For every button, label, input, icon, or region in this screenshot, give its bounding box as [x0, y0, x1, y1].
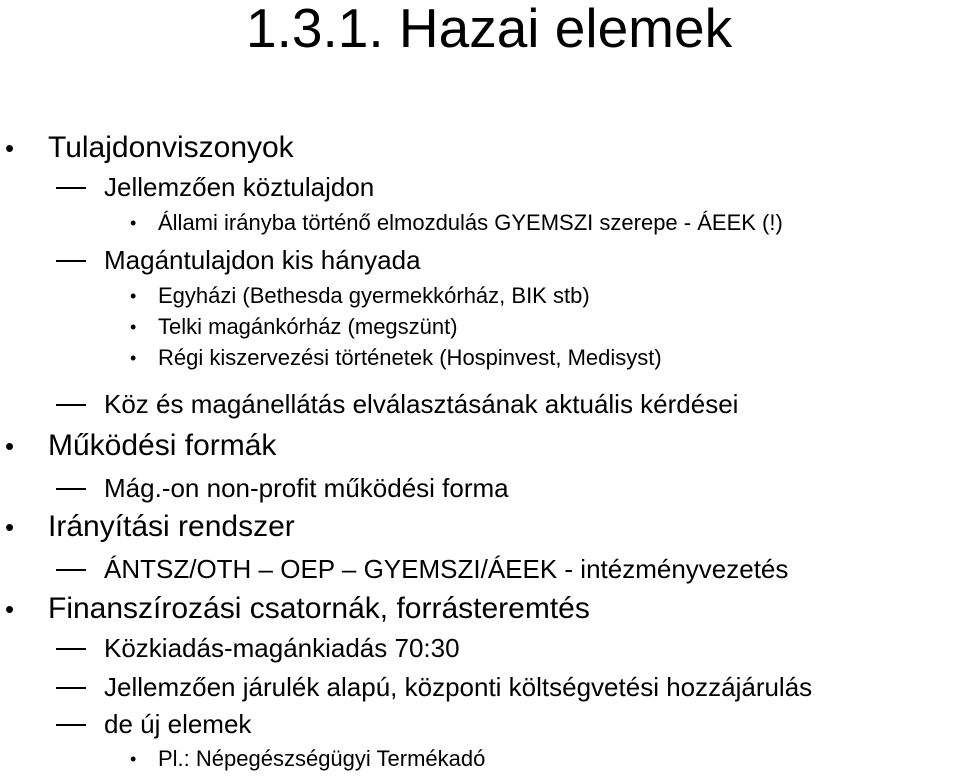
sub-sub-bullet-item [130, 746, 486, 772]
dash-icon [56, 187, 86, 189]
dash-icon [56, 648, 86, 650]
bullet-icon: • [130, 286, 137, 306]
sub-bullet-text: Jellemzően járulék alapú, központi költségvetési hozzájárulás [104, 672, 813, 702]
dash-icon [56, 569, 86, 571]
bullet-item [5, 429, 277, 462]
bullet-icon: • [5, 133, 15, 163]
bullet-text: Irányítási rendszer [48, 510, 295, 543]
sub-bullet-item [104, 172, 374, 202]
sub-sub-bullet-text: Pl.: Népegészségügyi Termékadó [158, 746, 486, 771]
sub-sub-bullet-text: Egyházi (Bethesda gyermekkórház, BIK stb) [158, 283, 590, 308]
dash-icon [56, 488, 86, 490]
sub-bullet-text: Magántulajdon kis hányada [104, 245, 421, 275]
dash-icon [56, 404, 86, 406]
dash-icon [56, 687, 86, 689]
bullet-text: Működési formák [48, 429, 277, 462]
bullet-icon: • [130, 749, 137, 769]
bullet-icon: • [5, 594, 15, 624]
sub-bullet-item [104, 389, 738, 419]
dash-icon [56, 724, 86, 726]
bullet-text: Finanszírozási csatornák, forrásteremtés [48, 592, 590, 625]
sub-sub-bullet-text: Telki magánkórház (megszünt) [158, 314, 458, 339]
dash-icon [56, 260, 86, 262]
bullet-icon: • [5, 431, 15, 461]
sub-bullet-text: ÁNTSZ/OTH – OEP – GYEMSZI/ÁEEK - intézményvezetés [104, 554, 789, 584]
sub-bullet-text: Közkiadás-magánkiadás 70:30 [104, 633, 460, 663]
bullet-item [5, 131, 294, 164]
bullet-item [5, 592, 590, 625]
bullet-text: Tulajdonviszonyok [48, 131, 294, 164]
slide-title: 1.3.1. Hazai elemek [246, 0, 733, 59]
sub-bullet-item [104, 672, 812, 702]
sub-sub-bullet-text: Régi kiszervezési történetek (Hospinvest, Medisyst) [158, 345, 662, 370]
sub-sub-bullet-item [130, 345, 662, 371]
sub-bullet-item [104, 709, 251, 739]
sub-sub-bullet-item [130, 314, 458, 340]
sub-bullet-text: Jellemzően köztulajdon [104, 172, 375, 202]
bullet-icon: • [130, 348, 137, 368]
sub-bullet-text: Mág.-on non-profit működési forma [104, 473, 509, 503]
bullet-icon: • [130, 317, 137, 337]
sub-bullet-item [104, 554, 788, 584]
sub-bullet-item [104, 473, 509, 503]
sub-bullet-text: Köz és magánellátás elválasztásának aktuális kérdései [104, 389, 739, 419]
sub-bullet-item [104, 245, 421, 275]
bullet-icon: • [5, 512, 15, 542]
sub-sub-bullet-item [130, 210, 783, 236]
bullet-icon: • [130, 213, 137, 233]
sub-sub-bullet-item [130, 283, 590, 309]
sub-bullet-text: de új elemek [104, 709, 252, 739]
sub-sub-bullet-text: Állami irányba történő elmozdulás GYEMSZI szerepe - ÁEEK (!) [158, 210, 783, 235]
bullet-item [5, 510, 295, 543]
sub-bullet-item [104, 633, 460, 663]
